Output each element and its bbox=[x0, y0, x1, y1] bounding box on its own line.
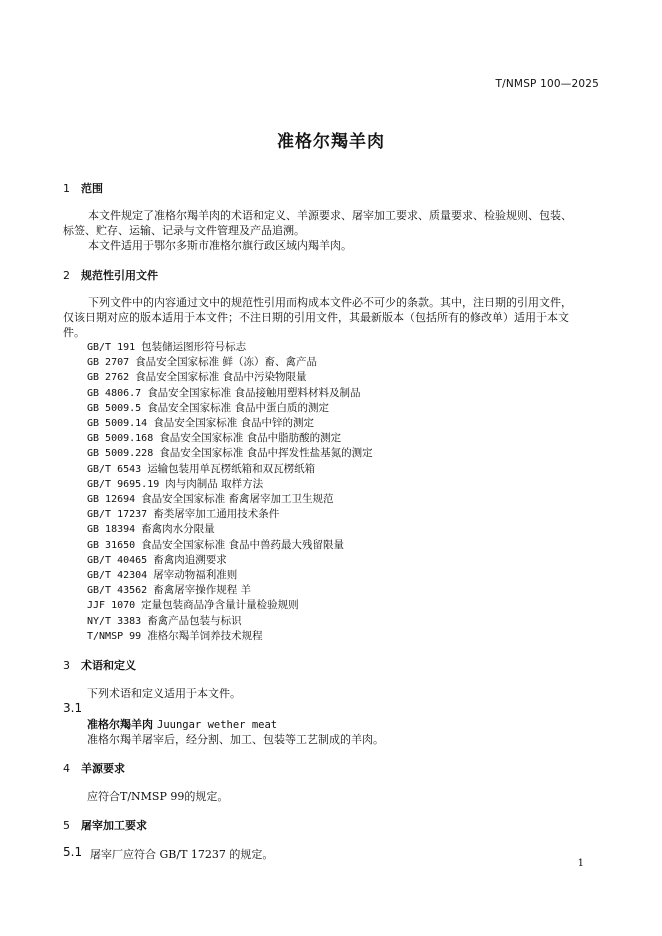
section-number: 3 bbox=[63, 659, 70, 672]
document-title: 准格尔羯羊肉 bbox=[277, 132, 385, 152]
reference-title: 包装储运图形符号标志 bbox=[141, 341, 247, 353]
clause-number: 5.1 bbox=[63, 845, 83, 859]
section-title: 范围 bbox=[81, 182, 103, 195]
reference-item bbox=[87, 583, 251, 598]
reference-code: GB 31650 bbox=[87, 539, 136, 551]
reference-code: GB/T 43562 bbox=[87, 585, 148, 597]
reference-item bbox=[87, 340, 246, 355]
section-title: 术语和定义 bbox=[81, 659, 136, 672]
reference-title: 食品安全国家标准 食品接触用塑料材料及制品 bbox=[147, 386, 361, 399]
section-4-text: 应符合T/NMSP 99的规定。 bbox=[87, 790, 229, 803]
reference-item bbox=[87, 538, 344, 553]
reference-code: GB/T 6543 bbox=[87, 463, 142, 475]
reference-code: GB 5009.168 bbox=[87, 433, 154, 445]
reference-code: GB/T 42304 bbox=[87, 570, 148, 581]
section-title: 规范性引用文件 bbox=[81, 269, 158, 282]
reference-title: 肉与肉制品 取样方法 bbox=[165, 477, 264, 490]
section-2-intro bbox=[63, 295, 601, 340]
reference-item bbox=[87, 477, 263, 492]
reference-item bbox=[87, 568, 237, 583]
term-entry bbox=[87, 716, 277, 732]
section-2-heading bbox=[63, 267, 158, 283]
clause-number: 3.1 bbox=[63, 701, 83, 715]
reference-item bbox=[87, 614, 242, 629]
reference-item bbox=[87, 370, 307, 385]
section-number: 1 bbox=[63, 182, 70, 195]
reference-code: JJF 1070 bbox=[87, 600, 136, 612]
term-english: Juungar wether meat bbox=[157, 719, 278, 731]
section-number: 5 bbox=[63, 819, 70, 832]
reference-code: GB/T 9695.19 bbox=[87, 478, 160, 490]
paragraph-line: 标签、贮存、运输、记录与文件管理及产品追溯。 bbox=[63, 224, 305, 237]
reference-code: GB 5009.228 bbox=[87, 448, 154, 460]
section-1-paragraph bbox=[63, 208, 601, 253]
reference-title: 定量包装商品净含量计量检验规则 bbox=[141, 599, 299, 612]
reference-code: NY/T 3383 bbox=[87, 615, 142, 627]
section-title: 屠宰加工要求 bbox=[81, 819, 147, 832]
paragraph-line: 件。 bbox=[63, 326, 85, 339]
reference-code: GB 5009.5 bbox=[87, 402, 142, 414]
reference-code: GB 2762 bbox=[87, 372, 130, 384]
reference-code: T/NMSP 99 bbox=[87, 630, 142, 642]
reference-code: GB 18394 bbox=[87, 524, 136, 536]
reference-title: 畜禽肉追溯要求 bbox=[153, 553, 227, 566]
reference-title: 畜禽肉水分限量 bbox=[141, 523, 215, 536]
reference-item bbox=[87, 522, 215, 537]
reference-code: GB 5009.14 bbox=[87, 418, 148, 429]
reference-item bbox=[87, 553, 227, 568]
term-definition: 准格尔羯羊屠宰后，经分割、加工、包装等工艺制成的羊肉。 bbox=[87, 733, 384, 746]
reference-item bbox=[87, 416, 314, 431]
reference-item bbox=[87, 507, 279, 522]
reference-item bbox=[87, 355, 317, 370]
section-number: 4 bbox=[63, 762, 70, 775]
reference-item bbox=[87, 386, 361, 401]
reference-item bbox=[87, 431, 341, 446]
reference-item bbox=[87, 629, 263, 644]
reference-title: 屠宰动物福利准则 bbox=[153, 569, 238, 581]
paragraph-line: 仅该日期对应的版本适用于本文件；不注日期的引用文件，其最新版本（包括所有的修改单）适用于本文 bbox=[63, 311, 569, 324]
reference-title: 食品安全国家标准 食品中蛋白质的测定 bbox=[147, 401, 330, 414]
reference-title: 食品安全国家标准 食品中污染物限量 bbox=[135, 371, 307, 384]
reference-code: GB 12694 bbox=[87, 494, 136, 505]
reference-title: 食品安全国家标准 食品中脂肪酸的测定 bbox=[159, 432, 342, 445]
paragraph-line: 本文件规定了准格尔羯羊肉的术语和定义、羊源要求、屠宰加工要求、质量要求、检验规则、包装、 bbox=[88, 209, 572, 222]
reference-title: 食品安全国家标准 鲜（冻）畜、禽产品 bbox=[135, 356, 317, 369]
term-chinese: 准格尔羯羊肉 bbox=[87, 718, 153, 731]
reference-title: 运输包装用单瓦楞纸箱和双瓦楞纸箱 bbox=[147, 462, 316, 475]
section-1-heading bbox=[63, 180, 103, 196]
section-5-heading bbox=[63, 817, 147, 833]
section-3-intro: 下列术语和定义适用于本文件。 bbox=[87, 687, 241, 700]
reference-item bbox=[87, 446, 373, 461]
reference-item bbox=[87, 598, 299, 613]
reference-code: GB/T 17237 bbox=[87, 509, 148, 521]
reference-title: 畜类屠宰加工通用技术条件 bbox=[153, 508, 280, 521]
paragraph-line: 下列文件中的内容通过文中的规范性引用而构成本文件必不可少的条款。其中，注日期的引用文件， bbox=[88, 296, 572, 309]
reference-title: 食品安全国家标准 食品中锌的测定 bbox=[153, 417, 315, 429]
reference-title: 食品安全国家标准 食品中挥发性盐基氮的测定 bbox=[159, 447, 373, 460]
section-number: 2 bbox=[63, 269, 70, 282]
page-number: 1 bbox=[577, 858, 584, 869]
reference-title: 准格尔羯羊饲养技术规程 bbox=[147, 629, 263, 642]
reference-title: 畜禽屠宰操作规程 羊 bbox=[153, 584, 252, 597]
reference-item bbox=[87, 492, 334, 507]
section-5-1-text: 屠宰厂应符合 GB/T 17237 的规定。 bbox=[90, 848, 274, 861]
reference-title: 食品安全国家标准 畜禽屠宰加工卫生规范 bbox=[141, 493, 334, 505]
reference-code: GB 2707 bbox=[87, 357, 130, 369]
reference-item bbox=[87, 462, 315, 477]
reference-code: GB 4806.7 bbox=[87, 387, 142, 399]
section-title: 羊源要求 bbox=[81, 762, 125, 775]
reference-title: 食品安全国家标准 食品中兽药最大残留限量 bbox=[141, 538, 345, 551]
reference-title: 畜禽产品包装与标识 bbox=[147, 614, 242, 627]
section-3-heading bbox=[63, 657, 136, 673]
reference-item bbox=[87, 401, 329, 416]
paragraph-line: 本文件适用于鄂尔多斯市准格尔旗行政区域内羯羊肉。 bbox=[88, 239, 352, 252]
reference-code: GB/T 40465 bbox=[87, 554, 148, 566]
standard-code: T/NMSP 100—2025 bbox=[495, 78, 599, 90]
section-4-heading bbox=[63, 760, 125, 776]
reference-code: GB/T 191 bbox=[87, 342, 136, 353]
